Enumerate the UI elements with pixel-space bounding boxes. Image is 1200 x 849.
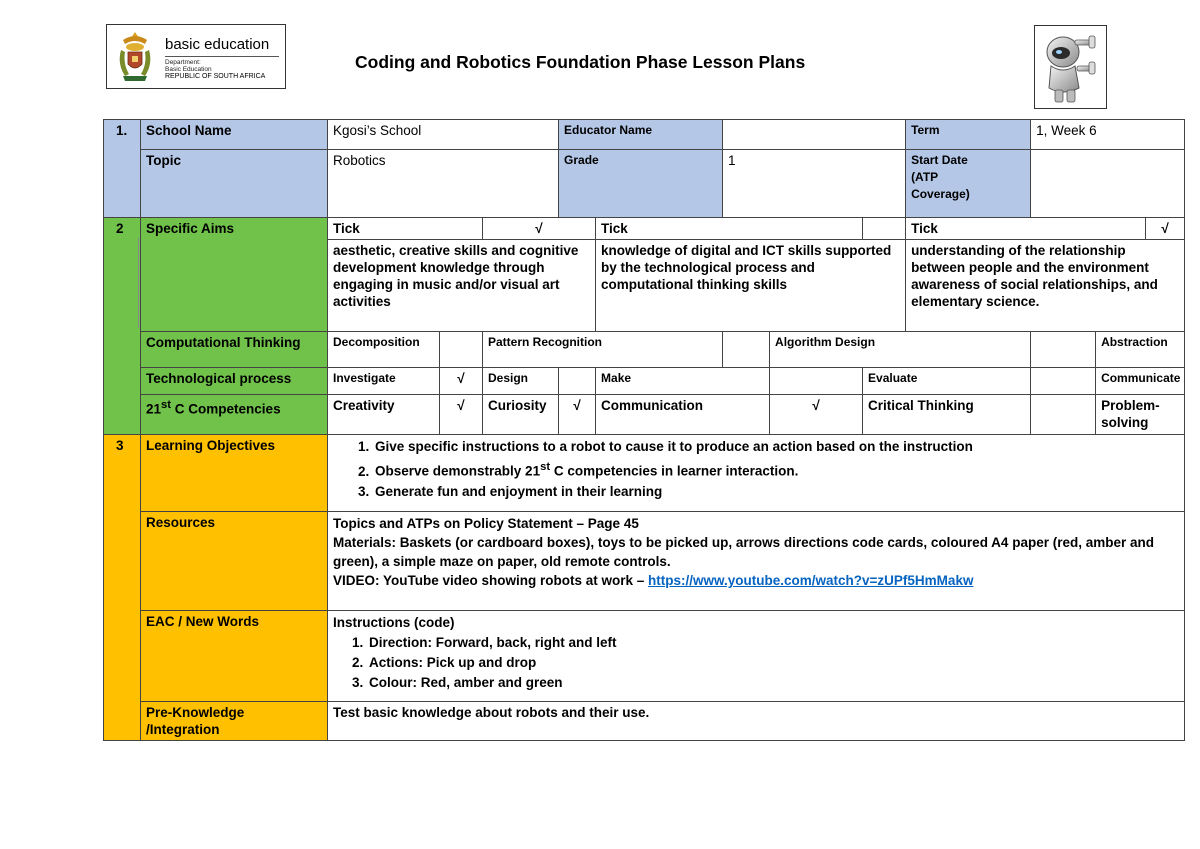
pre-knowledge-label [141,702,328,741]
eac-row [104,611,1185,702]
learning-objectives-label: Learning Objectives [141,435,328,512]
educator-name-label: Educator Name [559,120,723,150]
comp-problem-solving: Problem-solving [1096,395,1185,435]
lesson-plan-table [103,119,1185,741]
competencies-label-number: 21 [146,401,162,417]
competencies-label-sup: st [161,399,172,411]
eac-item-colour: 3. Colour: Red, amber and green [367,673,1179,693]
tp-investigate-tick: √ [440,368,483,395]
page-title: Coding and Robotics Foundation Phase Lesson Plans [355,52,806,72]
comp-creativity: Creativity [328,395,440,435]
grade-label: Grade [559,150,723,218]
tp-evaluate: Evaluate [863,368,1031,395]
resources-video-line [333,571,1179,590]
eac-content [328,611,1185,702]
resources-row [104,512,1185,611]
start-date-label [906,150,1031,218]
resources-policy-line: Topics and ATPs on Policy Statement – Page 45 [333,516,639,531]
aim-2-text: knowledge of digital and ICT skills supported by the technological process and computational thinking skills [596,240,906,332]
aim-3-text: understanding of the relationship between people and the environment awareness of social relationships, and elementary science. [906,240,1185,332]
objective-2-sup: st [540,461,551,473]
learning-objectives-row [104,435,1185,512]
pre-knowledge-content: Test basic knowledge about robots and their use. [328,702,1185,741]
objective-2-suffix: C competencies in learner interaction. [550,463,799,479]
tp-communicate: Communicate [1096,368,1185,395]
logo-basic-education-line: Basic Education [165,66,212,73]
video-label: VIDEO: YouTube video showing robots at work – [333,573,649,588]
competencies-label-text: C Competencies [171,401,281,417]
robot-icon [1035,26,1106,108]
ct-decomposition-tick [440,332,483,368]
tp-make: Make [596,368,770,395]
comp-critical-thinking-tick [1031,395,1096,435]
tp-evaluate-tick [1031,368,1096,395]
start-date-value [1031,150,1185,218]
department-logo [106,24,286,89]
eac-item-direction: 1. Direction: Forward, back, right and left [367,633,1179,653]
start-date-label-line-2: (ATP [911,170,939,184]
aims-cell-rule [138,238,139,328]
objective-2-prefix: Observe demonstrably 21 [375,463,541,479]
computational-thinking-label: Computational Thinking [141,332,328,368]
logo-department-line: Department: [165,59,201,66]
section-1-number: 1. [104,120,141,218]
computational-thinking-row [104,332,1185,368]
comp-critical-thinking: Critical Thinking [863,395,1031,435]
competencies-row [104,395,1185,435]
pre-knowledge-label-line-1: Pre-Knowledge [146,705,245,720]
tp-design: Design [483,368,559,395]
school-name-value: Kgosi’s School [328,120,559,150]
eac-label: EAC / New Words [141,611,328,702]
aim-1-tick-label: Tick [328,218,483,240]
school-row [104,120,1185,150]
objective-3: 3. Generate fun and enjoyment in their learning [373,482,1179,502]
resources-materials-line: Materials: Baskets (or cardboard boxes), toys to be picked up, arrows directions code cards, coloured A4 paper (red, amber and green), a simple maze on paper, old remote controls. [333,535,1154,569]
aim-2-tick-label: Tick [596,218,863,240]
robot-image [1034,25,1107,109]
logo-title: basic education [165,36,270,53]
ct-algorithm-design: Algorithm Design [770,332,1031,368]
school-name-label: School Name [141,120,328,150]
topic-label: Topic [141,150,328,218]
tp-design-tick [559,368,596,395]
aim-3-tick-mark: √ [1146,218,1185,240]
technological-process-label: Technological process [141,368,328,395]
tp-make-tick [770,368,863,395]
resources-label: Resources [141,512,328,611]
tp-investigate: Investigate [328,368,440,395]
comp-curiosity-tick: √ [559,395,596,435]
aim-1-tick-mark: √ [483,218,596,240]
start-date-label-line-3: Coverage) [911,187,970,201]
section-3-number: 3 [104,435,141,741]
educator-name-value [723,120,906,150]
comp-communication: Communication [596,395,770,435]
aims-tick-row [104,218,1185,240]
pre-knowledge-row [104,702,1185,741]
objective-1: 1. Give specific instructions to a robot to cause it to produce an action based on the instruction [373,437,1179,457]
aim-3-tick-label: Tick [906,218,1146,240]
topic-value: Robotics [328,150,559,218]
logo-country-line: REPUBLIC OF SOUTH AFRICA [165,73,266,80]
topic-row [104,150,1185,218]
objective-2 [373,457,1179,482]
term-value: 1, Week 6 [1031,120,1185,150]
section-2-number: 2 [104,218,141,435]
coat-of-arms-icon [113,30,157,84]
term-label: Term [906,120,1031,150]
aim-1-text: aesthetic, creative skills and cognitive development knowledge through engaging in music and/or visual art activities [328,240,596,332]
ct-pattern-recognition-tick [723,332,770,368]
comp-communication-tick: √ [770,395,863,435]
resources-content [328,512,1185,611]
youtube-video-link[interactable]: https://www.youtube.com/watch?v=zUPf5HmMakw [648,573,974,588]
comp-curiosity: Curiosity [483,395,559,435]
eac-item-actions: 2. Actions: Pick up and drop [367,653,1179,673]
learning-objectives-list [328,435,1185,512]
specific-aims-label: Specific Aims [141,218,328,332]
pre-knowledge-label-line-2: /Integration [146,722,220,737]
ct-pattern-recognition: Pattern Recognition [483,332,723,368]
competencies-label [141,395,328,435]
comp-creativity-tick: √ [440,395,483,435]
aim-2-tick-mark [863,218,906,240]
ct-abstraction: Abstraction [1096,332,1185,368]
technological-process-row [104,368,1185,395]
eac-intro: Instructions (code) [333,615,455,630]
grade-value: 1 [723,150,906,218]
logo-divider [165,56,279,57]
ct-decomposition: Decomposition [328,332,440,368]
start-date-label-line-1: Start Date [911,153,968,167]
ct-algorithm-design-tick [1031,332,1096,368]
